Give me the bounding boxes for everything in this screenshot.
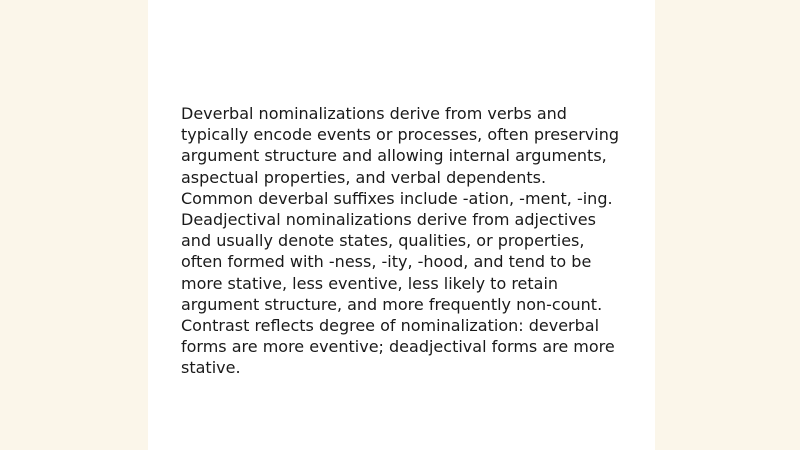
right-margin bbox=[655, 0, 800, 450]
left-margin bbox=[0, 0, 148, 450]
body-paragraph: Deverbal nominalizations derive from verbs and typically encode events or processes, often preserving argument structure and allowing internal arguments, aspectual properties, and verbal dependents. Common deverbal suffixes include -ation, -ment, -ing. Deadjectival nominalizations derive from adjectives and usually denote states, qualities, or properties, often formed with -ness, -ity, -hood, and tend to be more stative, less eventive, less likely to retain argument structure, and more frequently non-count. Contrast reflects degree of nominalization: deverbal forms are more eventive; deadjectival forms are more stative. bbox=[181, 104, 620, 378]
document-page bbox=[148, 0, 655, 450]
